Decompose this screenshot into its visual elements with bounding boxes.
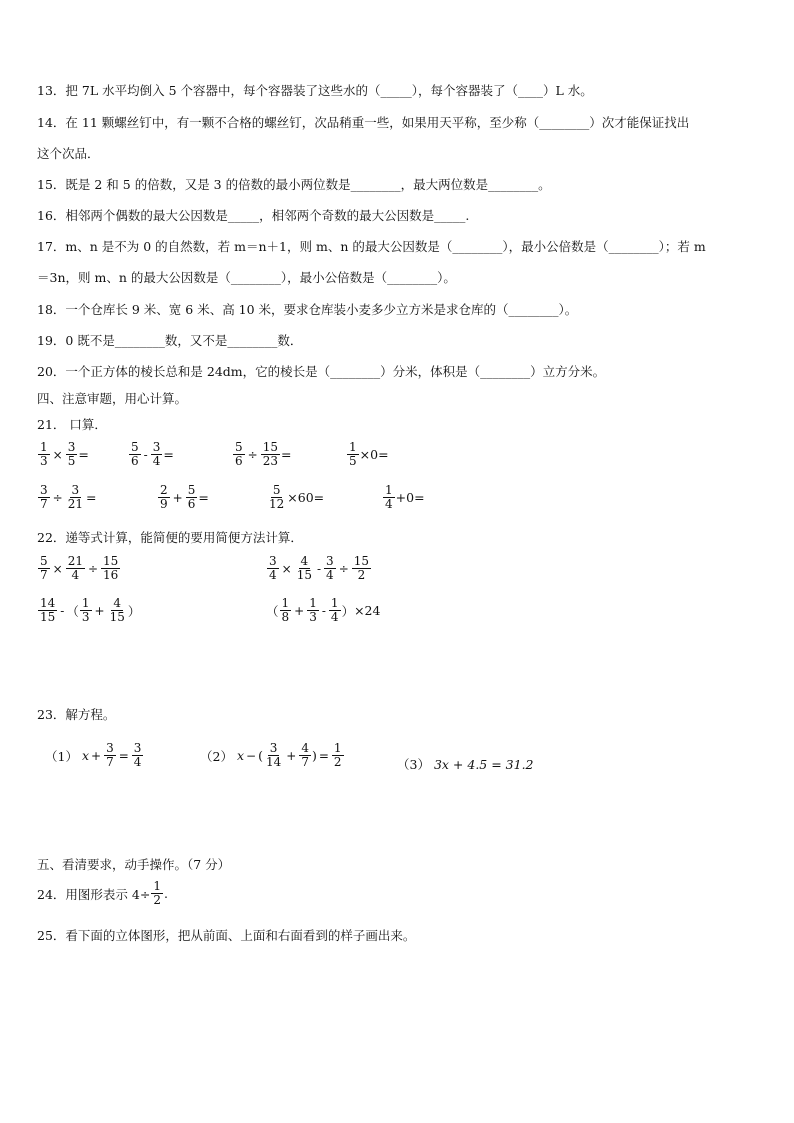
q21-item-4: $\frac{1}{5}$ ×0=	[349, 440, 389, 468]
question-18: 18．一个仓库长 9 米、宽 6 米、高 10 米，要求仓库装小麦多少立方米是求仓库的（________）。	[37, 302, 578, 317]
question-14-line2: 这个次品．	[37, 146, 100, 161]
equation-3: （3） 3x + 4.5 = 31.2	[397, 756, 534, 772]
q21-item-6: $\frac{2}{9}$ + $\frac{5}{6}$ =	[160, 483, 209, 511]
equation-1: （1） x + $\frac{3}{7}$ = $\frac{3}{4}$	[45, 741, 142, 769]
q22-item-3: $\frac{14}{15}$ - （ $\frac{1}{3}$ + $\frac{4}{15}$ ）	[40, 596, 141, 624]
fraction: $\frac{3}{5}$	[67, 440, 76, 468]
q21-item-5: $\frac{3}{7}$ ÷ $\frac{3}{21}$ =	[40, 483, 97, 511]
question-14-line1: 14．在 11 颗螺丝钉中，有一颗不合格的螺丝钉，次品稍重一些，如果用天平称，至少称（________）次才能保证找出	[37, 115, 690, 130]
question-22: 22．递等式计算，能简便的要用简便方法计算．	[37, 530, 303, 545]
section-4-heading: 四、注意审题，用心计算。	[37, 391, 188, 406]
question-23: 23．解方程。	[37, 707, 116, 722]
question-17-line1: 17．m、n 是不为 0 的自然数，若 m＝n＋1，则 m、n 的最大公因数是（________），最小公倍数是（________）；若 m	[37, 239, 706, 254]
q22-item-1: $\frac{5}{7}$ × $\frac{21}{4}$ ÷ $\frac{15}{16}$	[40, 554, 119, 582]
fraction: $\frac{1}{3}$	[40, 440, 48, 468]
q22-item-4: （ $\frac{1}{8}$ + $\frac{1}{3}$ - $\frac{1}{4}$ ） ×24	[266, 596, 381, 624]
question-21: 21． 口算．	[37, 417, 107, 432]
question-15: 15．既是 2 和 5 的倍数，又是 3 的倍数的最小两位数是________，最大两位数是________。	[37, 177, 551, 192]
question-25: 25．看下面的立体图形，把从前面、上面和右面看到的样子画出来。	[37, 928, 416, 943]
equation-2: （2） x − ( $\frac{3}{14}$ + $\frac{4}{7}$ ) = $\frac{1}{2}$	[200, 741, 342, 769]
question-17-line2: ＝3n，则 m、n 的最大公因数是（________），最小公倍数是（________）。	[37, 270, 456, 285]
question-13: 13．把 7L 水平均倒入 5 个容器中，每个容器装了这些水的（_____），每个容器装了（____）L 水。	[37, 83, 593, 98]
section-5-heading: 五、看清要求，动手操作。（7 分）	[37, 857, 231, 872]
q21-item-1: $\frac{1}{3}$ × $\frac{3}{5}$ =	[40, 440, 89, 468]
question-19: 19．0 既不是________数，又不是________数．	[37, 333, 303, 348]
q21-item-8: $\frac{1}{4}$ +0=	[385, 483, 425, 511]
q22-item-2: $\frac{3}{4}$ × $\frac{4}{15}$ - $\frac{3}{4}$ ÷ $\frac{15}{2}$	[269, 554, 370, 582]
question-16: 16．相邻两个偶数的最大公因数是_____，相邻两个奇数的最大公因数是_____.	[37, 208, 470, 223]
q21-item-7: $\frac{5}{12}$ ×60=	[269, 483, 325, 511]
question-20: 20．一个正方体的棱长总和是 24dm，它的棱长是（________）分米，体积是（________）立方分米。	[37, 364, 606, 379]
q21-item-2: $\frac{5}{6}$ - $\frac{3}{4}$ =	[131, 440, 174, 468]
q21-item-3: $\frac{5}{6}$ ÷ $\frac{15}{23}$ =	[235, 440, 292, 468]
question-24: 24．用图形表示 4÷ $\frac{1}{2}$ .	[37, 879, 168, 907]
